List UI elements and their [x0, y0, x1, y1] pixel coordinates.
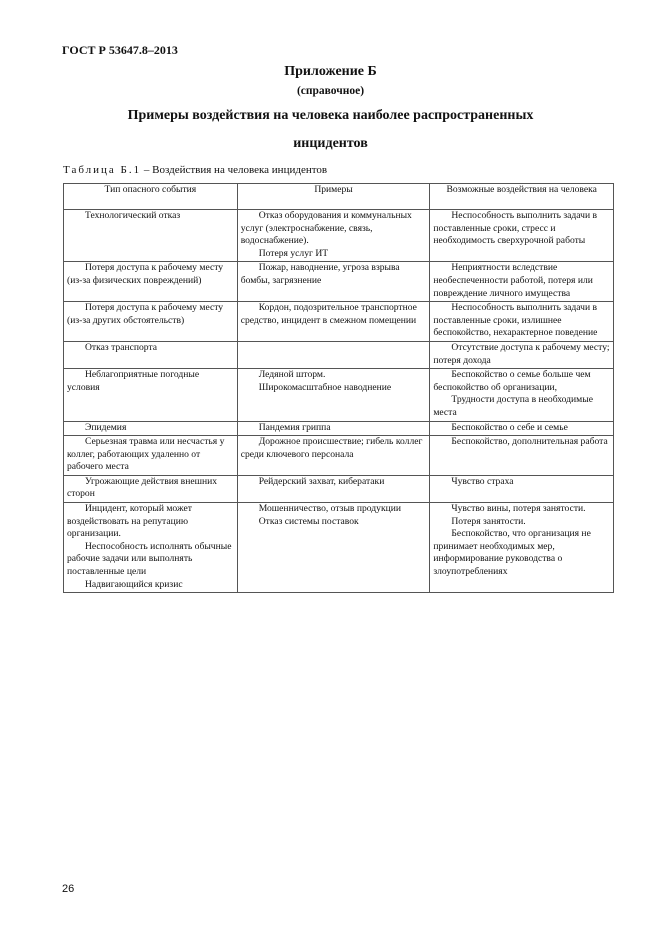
table-cell	[430, 262, 614, 302]
table-cell	[430, 421, 614, 436]
table-cell	[430, 369, 614, 421]
cell-paragraph: Неприятности вследствие необеспеченности работой, потеря или повреждение личного имущества	[433, 262, 593, 299]
table-cell	[430, 341, 614, 368]
cell-paragraph: Рейдерский захват, кибератаки	[258, 475, 385, 487]
table-cell	[64, 302, 238, 342]
table-row	[64, 369, 614, 421]
column-header: Тип опасного события	[64, 184, 238, 210]
column-header: Примеры	[237, 184, 430, 210]
document-header: ГОСТ Р 53647.8–2013	[62, 43, 178, 57]
column-header: Возможные воздействия на человека	[430, 184, 614, 210]
cell-paragraph: Беспокойство, что организация не принимает необходимых мер, информирование руководства о злоупотреблениях	[433, 528, 591, 578]
table-header-row	[64, 184, 614, 210]
table-cell	[64, 369, 238, 421]
table-row	[64, 262, 614, 302]
cell-paragraph: Неспособность выполнить задачи в поставленные сроки, стресс и необходимость сверхурочной работы	[433, 210, 598, 247]
cell-paragraph: Пожар, наводнение, угроза взрыва бомбы, загрязнение	[240, 262, 400, 286]
cell-paragraph: Угрожающие действия внешних сторон	[67, 475, 218, 500]
table-row	[64, 503, 614, 593]
caption-prefix: Таблица Б.1	[63, 164, 142, 176]
cell-paragraph: Неспособность выполнить задачи в поставленные сроки, излишнее беспокойство, нехарактерное поведение	[433, 302, 598, 339]
table-cell	[237, 341, 430, 368]
caption-text: – Воздействия на человека инцидентов	[141, 164, 328, 176]
section-title-line1: Примеры воздействия на человека наиболее распространенных	[127, 108, 534, 123]
cell-paragraph: Надвигающийся кризис	[85, 578, 183, 590]
cell-paragraph: Эпидемия	[85, 421, 127, 433]
cell-paragraph: Отказ оборудования и коммунальных услуг (электроснабжение, связь, водоснабжение).	[240, 210, 412, 247]
cell-paragraph: Потеря занятости.	[451, 515, 526, 527]
table-cell	[64, 436, 238, 476]
cell-paragraph: Технологический отказ	[85, 210, 181, 221]
cell-paragraph: Потеря доступа к рабочему месту (из-за других обстоятельств)	[67, 302, 224, 326]
section-title-line2: инцидентов	[293, 136, 368, 151]
table-cell	[430, 503, 614, 593]
cell-paragraph: Неспособность исполнять обычные рабочие задачи или выполнять поставленные цели	[67, 540, 232, 578]
cell-paragraph: Серьезная травма или несчастья у коллег, работающих удаленно от рабочего места	[67, 436, 225, 473]
cell-paragraph: Трудности доступа в необходимые места	[433, 394, 593, 418]
cell-paragraph: Беспокойство о семье больше чем беспокойство об организации,	[433, 369, 591, 393]
table-cell	[430, 436, 614, 476]
table-cell	[64, 341, 238, 368]
table-cell	[237, 475, 430, 502]
table-cell	[237, 262, 430, 302]
cell-paragraph: Кордон, подозрительное транспортное средство, инцидент в смежном помещении	[240, 302, 417, 326]
table-cell	[237, 302, 430, 342]
table-cell	[237, 210, 430, 262]
cell-paragraph: Беспокойство о себе и семье	[451, 421, 568, 433]
table-cell	[430, 210, 614, 262]
table-row	[64, 210, 614, 262]
cell-paragraph: Инцидент, который может воздействовать на репутацию организации.	[67, 503, 192, 540]
cell-paragraph: Отказ транспорта	[85, 341, 158, 353]
cell-paragraph: Беспокойство, дополнительная работа	[451, 436, 608, 448]
table-cell	[237, 503, 430, 593]
table-cell	[237, 369, 430, 421]
table-cell	[430, 475, 614, 502]
cell-paragraph: Ледяной шторм.	[258, 369, 326, 381]
table-row	[64, 436, 614, 476]
table-cell	[237, 436, 430, 476]
cell-paragraph: Пандемия гриппа	[258, 421, 331, 433]
table-cell	[237, 421, 430, 436]
cell-paragraph: Потеря услуг ИТ	[258, 247, 329, 259]
cell-paragraph: Отсутствие доступа к рабочему месту; потеря дохода	[433, 341, 610, 366]
table-cell	[64, 262, 238, 302]
impacts-table	[63, 183, 614, 593]
table-cell	[64, 475, 238, 502]
table-row	[64, 475, 614, 502]
table-cell	[430, 302, 614, 342]
cell-paragraph: Дорожное происшествие; гибель коллег среди ключевого персонала	[240, 436, 423, 460]
table-cell	[64, 421, 238, 436]
appendix-title: Приложение Б	[284, 64, 377, 79]
page-number: 26	[62, 883, 75, 895]
table-cell	[64, 210, 238, 262]
cell-paragraph: Мошенничество, отзыв продукции	[258, 503, 402, 515]
table-cell	[64, 503, 238, 593]
table-row	[64, 302, 614, 342]
cell-paragraph: Отказ системы поставок	[258, 515, 359, 527]
cell-paragraph: Неблагоприятные погодные условия	[67, 369, 200, 393]
cell-paragraph: Широкомасштабное наводнение	[258, 381, 392, 393]
cell-paragraph: Чувство вины, потеря занятости.	[451, 503, 586, 515]
table-row	[64, 341, 614, 368]
appendix-type: (справочное)	[296, 85, 365, 97]
table-caption	[63, 164, 327, 176]
table-row	[64, 421, 614, 436]
cell-paragraph: Потеря доступа к рабочему месту (из-за физических повреждений)	[67, 262, 224, 286]
cell-paragraph: Чувство страха	[451, 475, 514, 487]
